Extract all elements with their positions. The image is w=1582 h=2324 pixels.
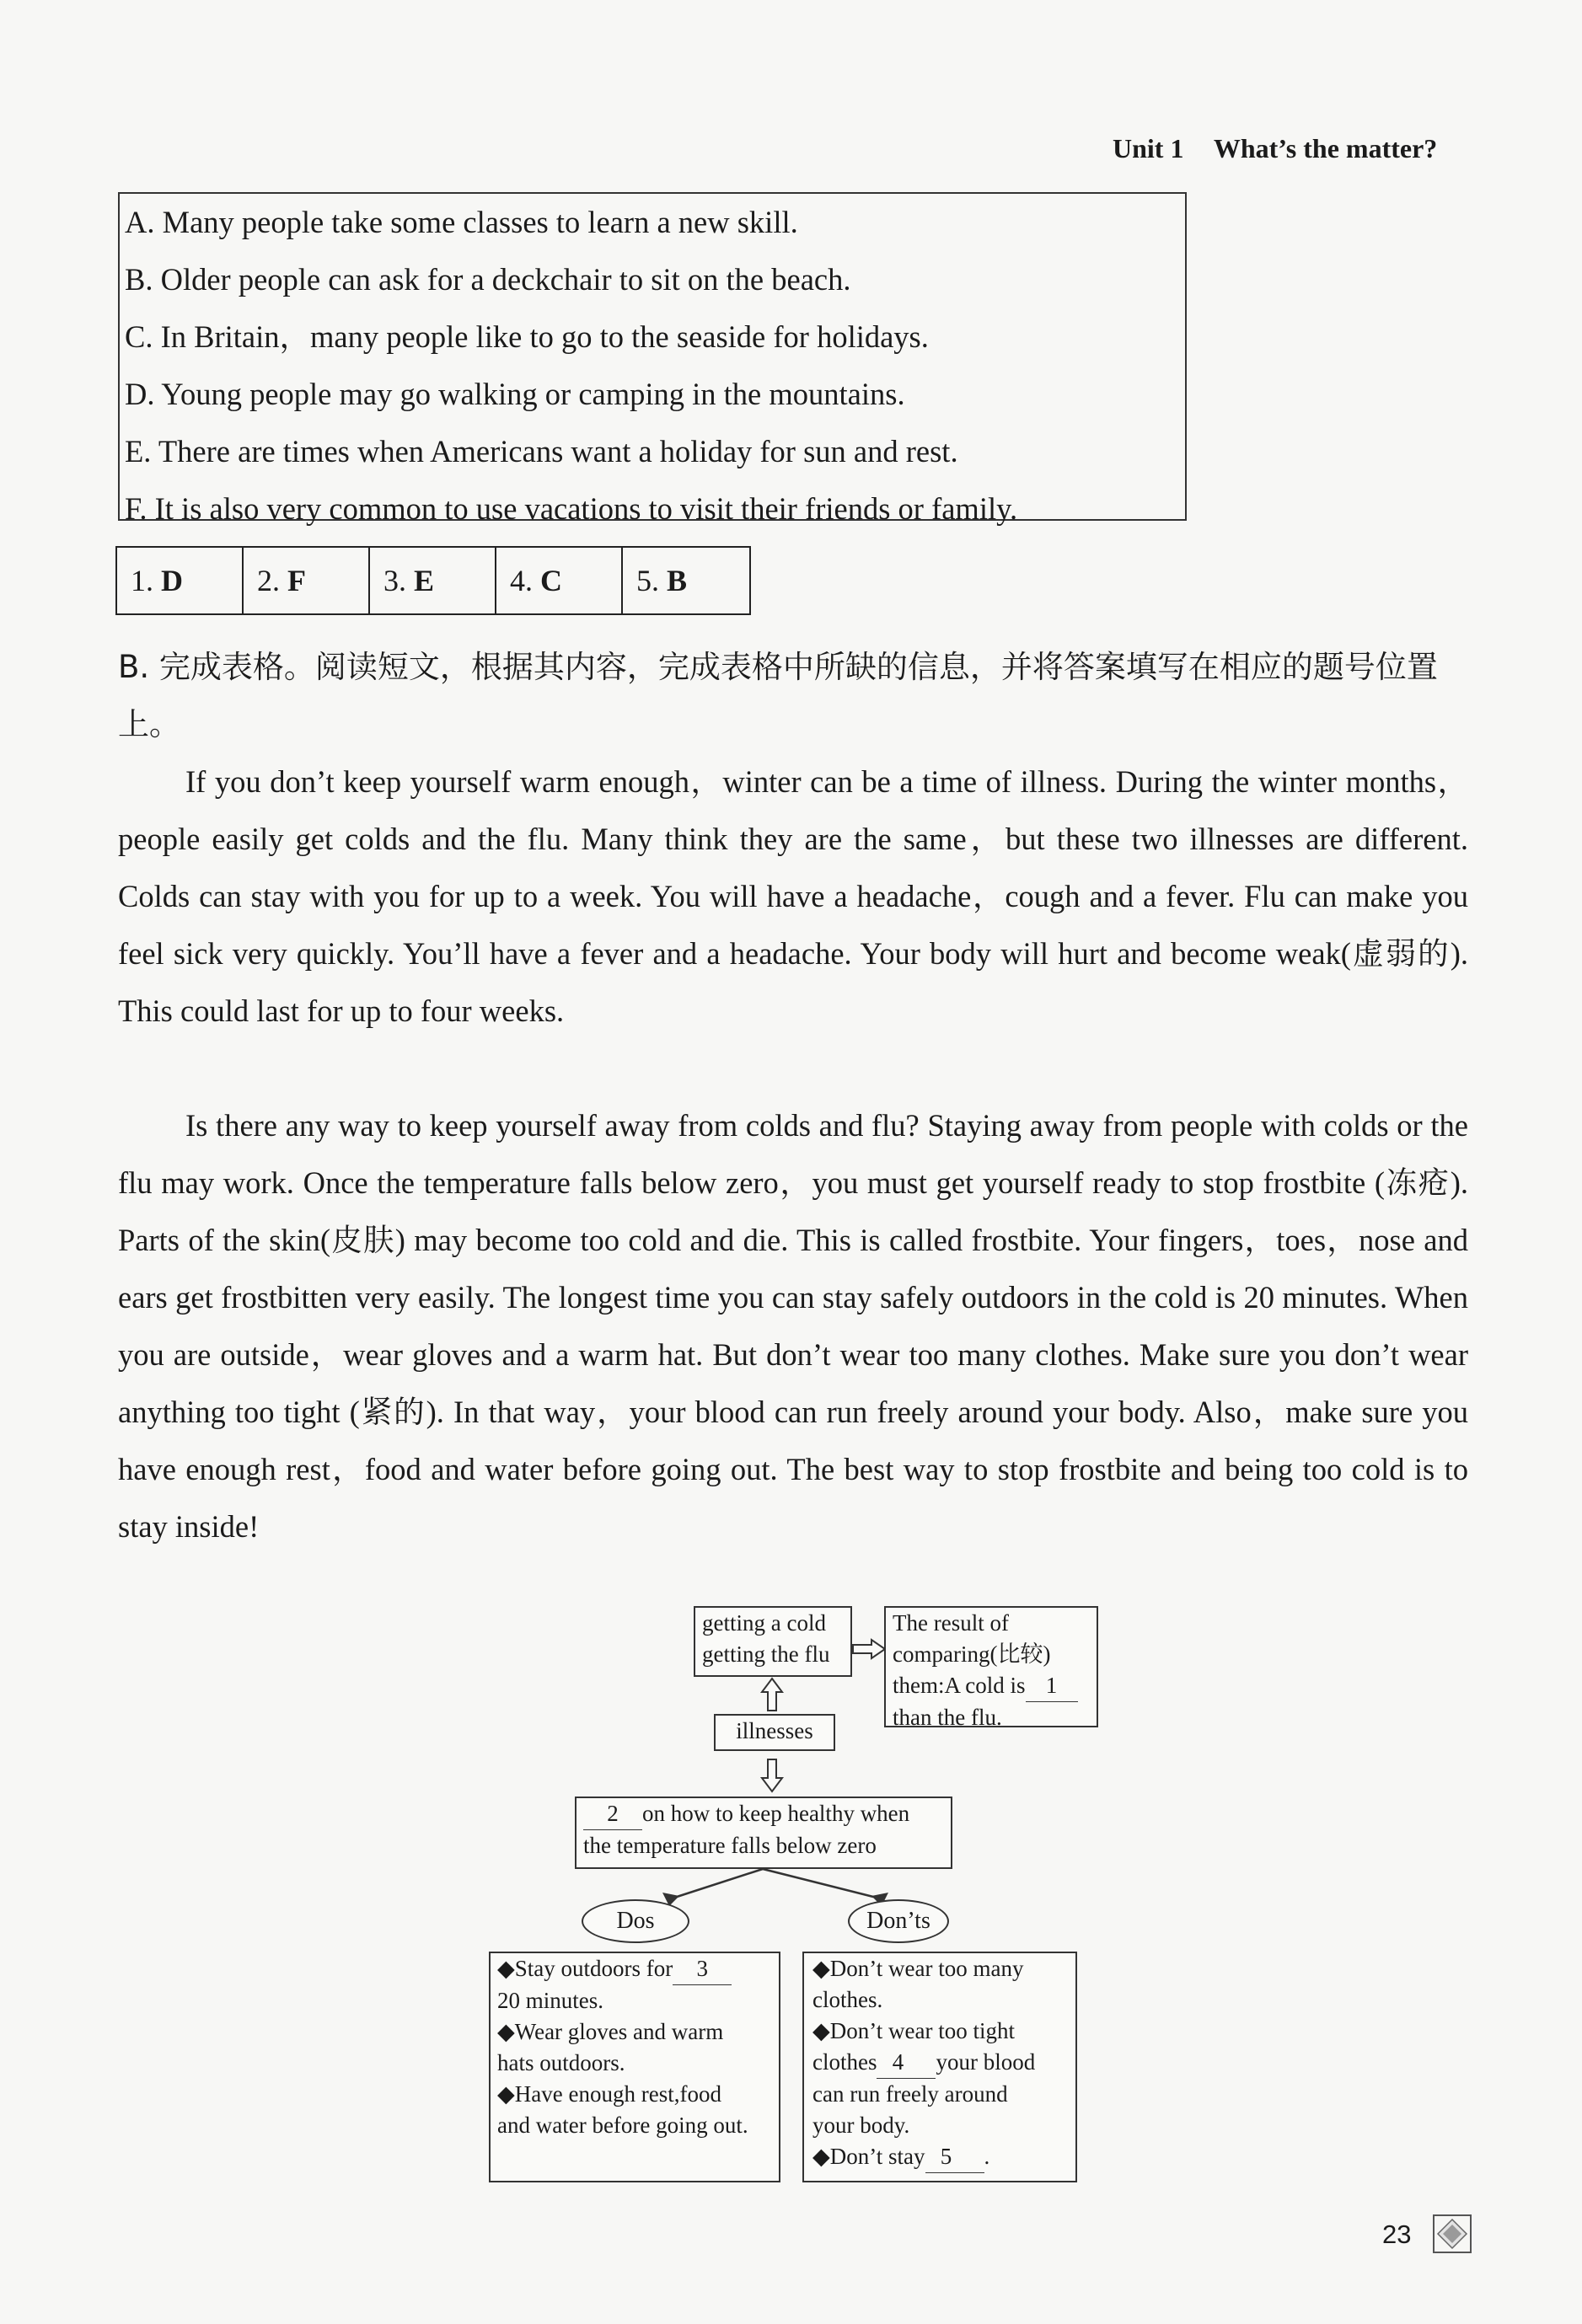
dos-oval: Dos — [582, 1899, 689, 1943]
tips-box: 2 on how to keep healthy when the temperature falls below zero — [575, 1797, 952, 1869]
answer-cell: 3. E — [370, 548, 496, 613]
page-marker-icon — [1433, 2214, 1472, 2253]
answer-cell: 4. C — [496, 548, 623, 613]
passage-paragraph-2: Is there any way to keep yourself away from colds and flu? Staying away from people with colds or the flu may work. Once the temperature falls below zero，you must get yourself ready to stop frostbite (冻疮). Parts of the skin(皮肤) may become too cold and die. This is called frostbite. Your fingers，toes，nose and ears get frostbitten very easily. The longest time you can stay safely outdoors in the cold is 20 minutes. When you are outside，wear gloves and a warm hat. But don’t wear too many clothes. Make sure you don’t wear anything too tight (紧的). In that way，your blood can run freely around your body. Also，make sure you have enough rest，food and water before going out. The best way to stop frostbite and being too cold is to stay inside! — [118, 1108, 1468, 1544]
blank-3: 3 — [673, 1953, 732, 1985]
blank-1: 1 — [1026, 1670, 1078, 1702]
result-box: The result of comparing(比较) them:A cold is 1 than the flu. — [884, 1606, 1098, 1727]
option-b: B. Older people can ask for a deckchair to sit on the beach. — [125, 262, 851, 297]
option-e: E. There are times when Americans want a holiday for sun and rest. — [125, 434, 958, 469]
donts-oval: Don’ts — [848, 1899, 949, 1943]
dos-list-box: ◆Stay outdoors for 3 20 minutes. ◆Wear gloves and warm hats outdoors. ◆Have enough rest,food and water before going out. — [489, 1952, 780, 2182]
option-c: C. In Britain，many people like to go to the seaside for holidays. — [125, 319, 929, 354]
colds-flu-box: getting a cold getting the flu — [694, 1606, 852, 1677]
illnesses-box: illnesses — [714, 1714, 835, 1751]
unit-label: Unit 1 — [1113, 133, 1184, 163]
option-d: D. Young people may go walking or camping in the mountains. — [125, 377, 905, 411]
unit-title: What’s the matter? — [1213, 133, 1438, 163]
section-b-instruction: B. 完成表格。阅读短文，根据其内容，完成表格中所缺的信息，并将答案填写在相应的题号位置上。 — [118, 649, 1438, 742]
blank-5: 5 — [925, 2141, 984, 2173]
page-number: 23 — [1382, 2220, 1412, 2249]
passage-paragraph-1: If you don’t keep yourself warm enough，winter can be a time of illness. During the winter months，people easily get colds and the flu. Many think they are the same，but these two illnesses are different. Colds can stay with you for up to a week. You will have a headache，cough and a fever. Flu can make you feel sick very quickly. You’ll have a fever and a headache. Your body will hurt and become weak(虚弱的). This could last for up to four weeks. — [118, 764, 1468, 1028]
answer-cell: 2. F — [244, 548, 370, 613]
option-f: F. It is also very common to use vacations to visit their friends or family. — [125, 491, 1018, 526]
donts-list-box: ◆Don’t wear too many clothes. ◆Don’t wear too tight clothes 4 your blood can run freely around your body. ◆Don’t stay 5 . — [802, 1952, 1077, 2182]
option-a: A. Many people take some classes to learn a new skill. — [125, 205, 798, 239]
blank-2: 2 — [583, 1798, 642, 1830]
answer-cell: 1. D — [117, 548, 244, 613]
answer-cell: 5. B — [636, 564, 688, 597]
blank-4: 4 — [877, 2047, 936, 2079]
